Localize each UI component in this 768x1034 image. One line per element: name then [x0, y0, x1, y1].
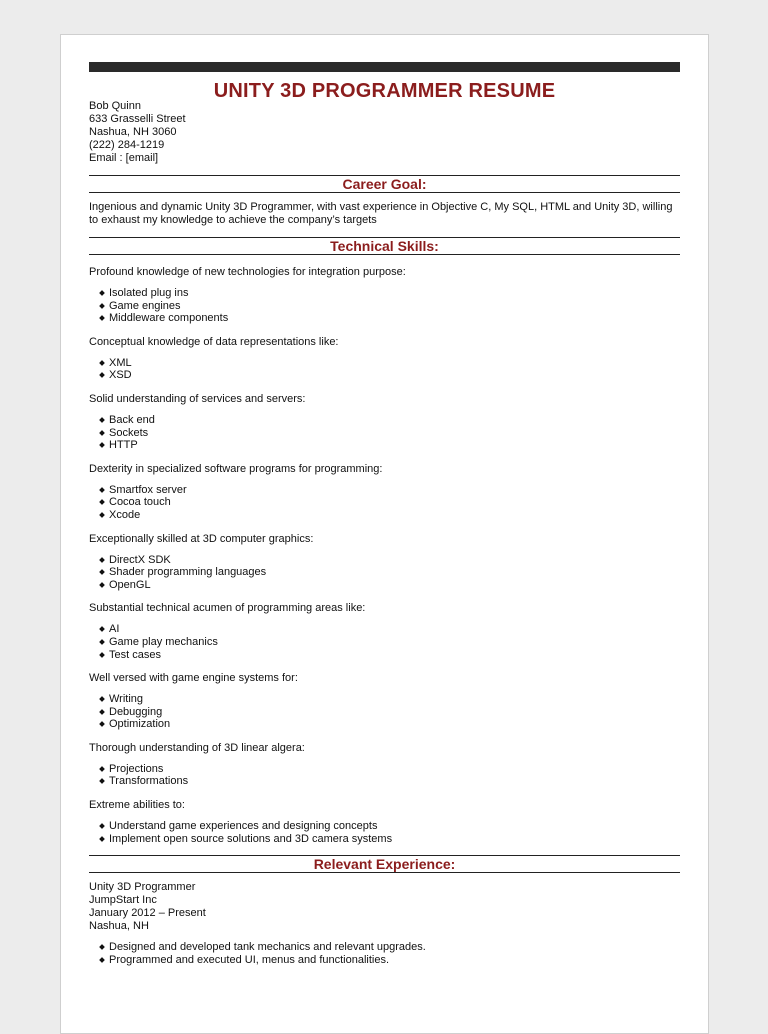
- list-item: OpenGL: [99, 579, 680, 592]
- skill-group: [89, 463, 680, 522]
- list-item: HTTP: [99, 439, 680, 452]
- skill-group-intro: Thorough understanding of 3D linear algera:: [89, 741, 305, 754]
- skill-group-intro: Extreme abilities to:: [89, 799, 185, 812]
- skills-groups: [89, 266, 680, 845]
- skill-group: [89, 336, 680, 382]
- skill-group: [89, 672, 680, 731]
- skill-group-intro: Exceptionally skilled at 3D computer graphics:: [89, 532, 314, 545]
- skill-group-intro: Dexterity in specialized software programs for programming:: [89, 462, 383, 475]
- skill-group: [89, 533, 680, 592]
- resume-page: [60, 34, 709, 1034]
- skill-list: [89, 763, 680, 788]
- resume-title: UNITY 3D PROGRAMMER RESUME: [213, 80, 556, 102]
- list-item: Implement open source solutions and 3D camera systems: [99, 833, 680, 846]
- skill-list: [89, 287, 680, 325]
- career-goal-heading: Career Goal:: [89, 175, 680, 193]
- list-item: AI: [99, 623, 680, 636]
- resume-content: [89, 62, 680, 966]
- skill-list: [89, 414, 680, 452]
- list-item: Debugging: [99, 706, 680, 719]
- skill-list: [89, 623, 680, 661]
- skill-list: [89, 484, 680, 522]
- list-item: Shader programming languages: [99, 566, 680, 579]
- list-item: Transformations: [99, 775, 680, 788]
- technical-skills-heading: Technical Skills:: [89, 237, 680, 255]
- experience-list: [89, 941, 680, 966]
- career-goal-text: Ingenious and dynamic Unity 3D Programmer, with vast experience in Objective C, My SQL, HTML and Unity 3D, willing to exhaust my knowledge to achieve the company’s targets: [89, 201, 673, 226]
- experience-entry: [89, 881, 680, 933]
- skill-list: [89, 554, 680, 592]
- skill-group: [89, 799, 680, 845]
- list-item: Xcode: [99, 509, 680, 522]
- list-item: Understand game experiences and designing concepts: [99, 820, 680, 833]
- skill-group-intro: Profound knowledge of new technologies for integration purpose:: [89, 266, 406, 278]
- relevant-experience-heading: Relevant Experience:: [89, 855, 680, 873]
- skill-group: [89, 602, 680, 661]
- list-item: Programmed and executed UI, menus and functionalities.: [99, 954, 680, 967]
- header-bar: [89, 62, 680, 72]
- list-item: Back end: [99, 414, 680, 427]
- list-item: Cocoa touch: [99, 496, 680, 509]
- skill-group-intro: Well versed with game engine systems for:: [89, 672, 298, 685]
- contact-city: Nashua, NH 3060: [89, 126, 177, 138]
- list-item: Designed and developed tank mechanics and relevant upgrades.: [99, 941, 680, 954]
- skill-group-intro: Solid understanding of services and servers:: [89, 392, 306, 405]
- contact-phone: (222) 284-1219: [89, 139, 165, 151]
- list-item: Sockets: [99, 427, 680, 440]
- list-item: Smartfox server: [99, 484, 680, 497]
- list-item: Middleware components: [99, 312, 680, 325]
- skill-group-intro: Substantial technical acumen of programming areas like:: [89, 602, 366, 615]
- experience-company: JumpStart Inc: [89, 894, 157, 907]
- list-item: Isolated plug ins: [99, 287, 680, 300]
- list-item: Writing: [99, 693, 680, 706]
- skill-list: [89, 820, 680, 845]
- list-item: Test cases: [99, 649, 680, 662]
- skill-group: [89, 266, 680, 325]
- contact-street: 633 Grasselli Street: [89, 113, 186, 125]
- contact-block: [89, 100, 680, 165]
- list-item: Optimization: [99, 718, 680, 731]
- list-item: Game engines: [99, 300, 680, 313]
- experience-dates: January 2012 – Present: [89, 907, 206, 920]
- skill-list: [89, 693, 680, 731]
- skill-list: [89, 357, 680, 382]
- contact-name: Bob Quinn: [89, 100, 141, 112]
- list-item: DirectX SDK: [99, 554, 680, 567]
- skill-group: [89, 393, 680, 452]
- list-item: XSD: [99, 369, 680, 382]
- list-item: Game play mechanics: [99, 636, 680, 649]
- experience-role: Unity 3D Programmer: [89, 881, 196, 894]
- skill-group-intro: Conceptual knowledge of data representations like:: [89, 335, 339, 348]
- experience-location: Nashua, NH: [89, 920, 149, 933]
- list-item: XML: [99, 357, 680, 370]
- list-item: Projections: [99, 763, 680, 776]
- skill-group: [89, 742, 680, 788]
- contact-email: Email : [email]: [89, 152, 159, 164]
